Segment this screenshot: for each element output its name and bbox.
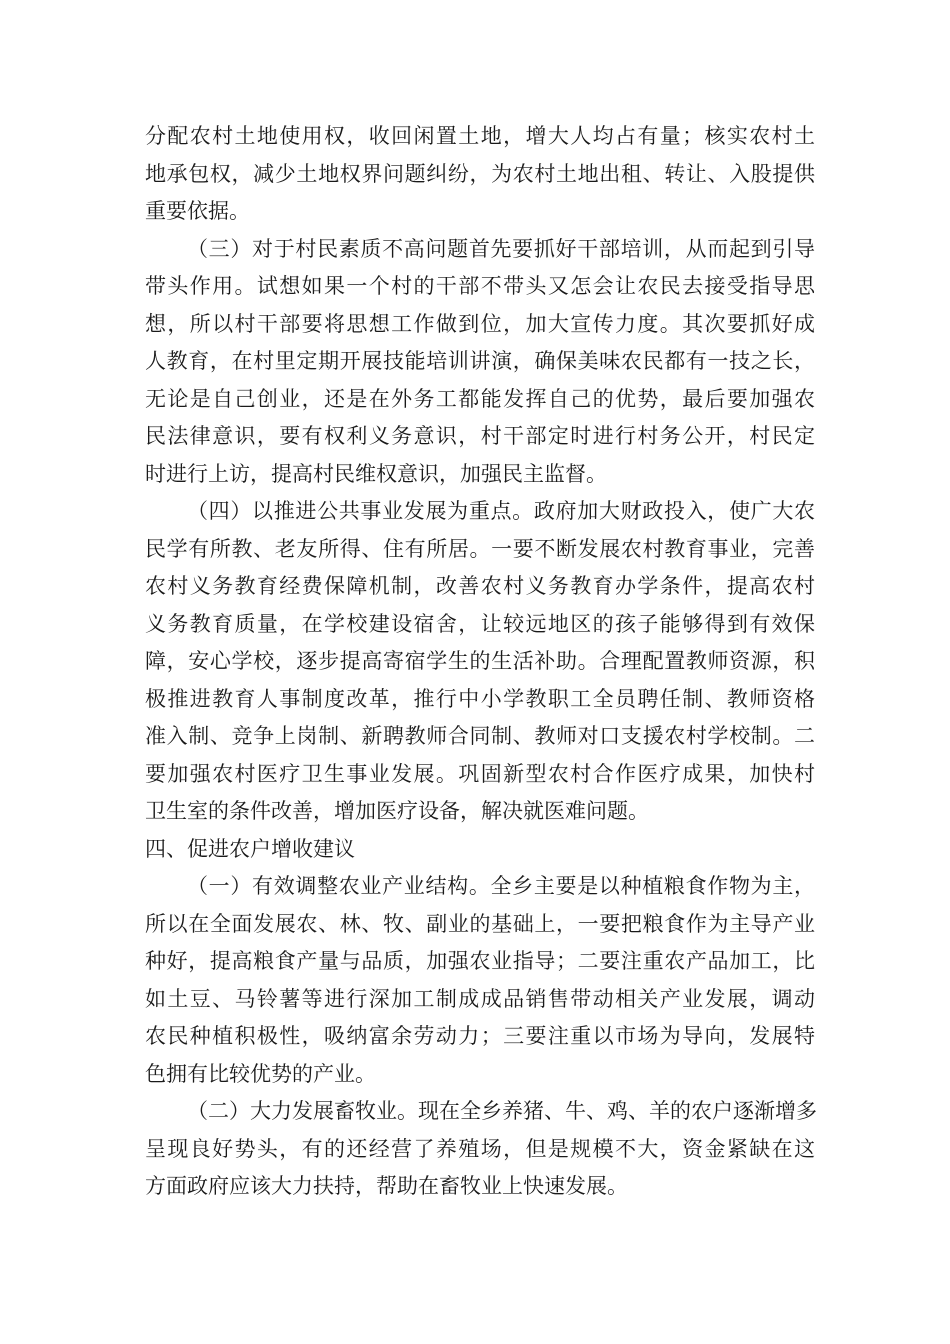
text-line: 呈现良好势头，有的还经营了养殖场，但是规模不大，资金紧缺在这 [145, 1136, 815, 1161]
text-line: 极推进教育人事制度改革，推行中小学教职工全员聘任制、教师资格 [145, 686, 815, 711]
text-line: 分配农村土地使用权，收回闲置土地，增大人均占有量；核实农村土 [145, 124, 815, 148]
text-line: 如土豆、马铃薯等进行深加工制成成品销售带动相关产业发展，调动 [145, 986, 815, 1011]
text-line: 色拥有比较优势的产业。 [145, 1061, 376, 1086]
text-line: 所以在全面发展农、林、牧、副业的基础上，一要把粮食作为主导产业 [145, 911, 815, 936]
paragraph [145, 118, 815, 231]
text-line: 农村义务教育经费保障机制，改善农村义务教育办学条件，提高农村 [145, 574, 815, 598]
text-line: 人教育，在村里定期开展技能培训讲演，确保美味农民都有一技之长， [145, 349, 815, 373]
paragraph [145, 868, 815, 1093]
text-line: （一）有效调整农业产业结构。全乡主要是以种植粮食作物为主， [187, 874, 815, 898]
text-line: 时进行上访，提高村民维权意识，加强民主监督。 [145, 461, 607, 486]
text-line: （四）以推进公共事业发展为重点。政府加大财政投入，使广大农 [187, 499, 815, 523]
text-line: 准入制、竞争上岗制、新聘教师合同制、教师对口支援农村学校制。二 [145, 724, 815, 748]
text-line: （三）对于村民素质不高问题首先要抓好干部培训，从而起到引导 [187, 236, 815, 261]
text-line: 义务教育质量，在学校建设宿舍，让较远地区的孩子能够得到有效保 [145, 611, 815, 636]
text-line: 想，所以村干部要将思想工作做到位，加大宣传力度。其次要抓好成 [145, 311, 815, 336]
paragraph [145, 493, 815, 831]
text-line: 障，安心学校，逐步提高寄宿学生的生活补助。合理配置教师资源，积 [145, 649, 815, 673]
text-line: 重要依据。 [145, 199, 250, 223]
text-line: 地承包权，减少土地权界问题纠纷，为农村土地出租、转让、入股提供 [145, 161, 815, 186]
text-line: 民法律意识，要有权利义务意识，村干部定时进行村务公开，村民定 [145, 424, 815, 448]
text-line: 卫生室的条件改善，增加医疗设备，解决就医难问题。 [145, 799, 649, 823]
section-heading-text: 四、促进农户增收建议 [145, 836, 355, 861]
text-line: 带头作用。试想如果一个村的干部不带头又怎会让农民去接受指导思 [145, 274, 815, 298]
paragraph [145, 231, 815, 494]
text-line: 方面政府应该大力扶持，帮助在畜牧业上快速发展。 [145, 1174, 628, 1198]
text-line: 种好，提高粮食产量与品质，加强农业指导；二要注重农产品加工，比 [145, 949, 815, 973]
text-line: 要加强农村医疗卫生事业发展。巩固新型农村合作医疗成果，加快村 [145, 761, 815, 786]
paragraph [145, 1093, 815, 1206]
text-line: 无论是自己创业，还是在外务工都能发挥自己的优势，最后要加强农 [145, 386, 815, 411]
section-heading [145, 831, 815, 869]
text-line: （二）大力发展畜牧业。现在全乡养猪、牛、鸡、羊的农户逐渐增多 [187, 1099, 817, 1123]
document-body [145, 118, 815, 1206]
text-line: 农民种植积极性，吸纳富余劳动力；三要注重以市场为导向，发展特 [145, 1024, 815, 1048]
text-line: 民学有所教、老友所得、住有所居。一要不断发展农村教育事业，完善 [145, 536, 815, 561]
